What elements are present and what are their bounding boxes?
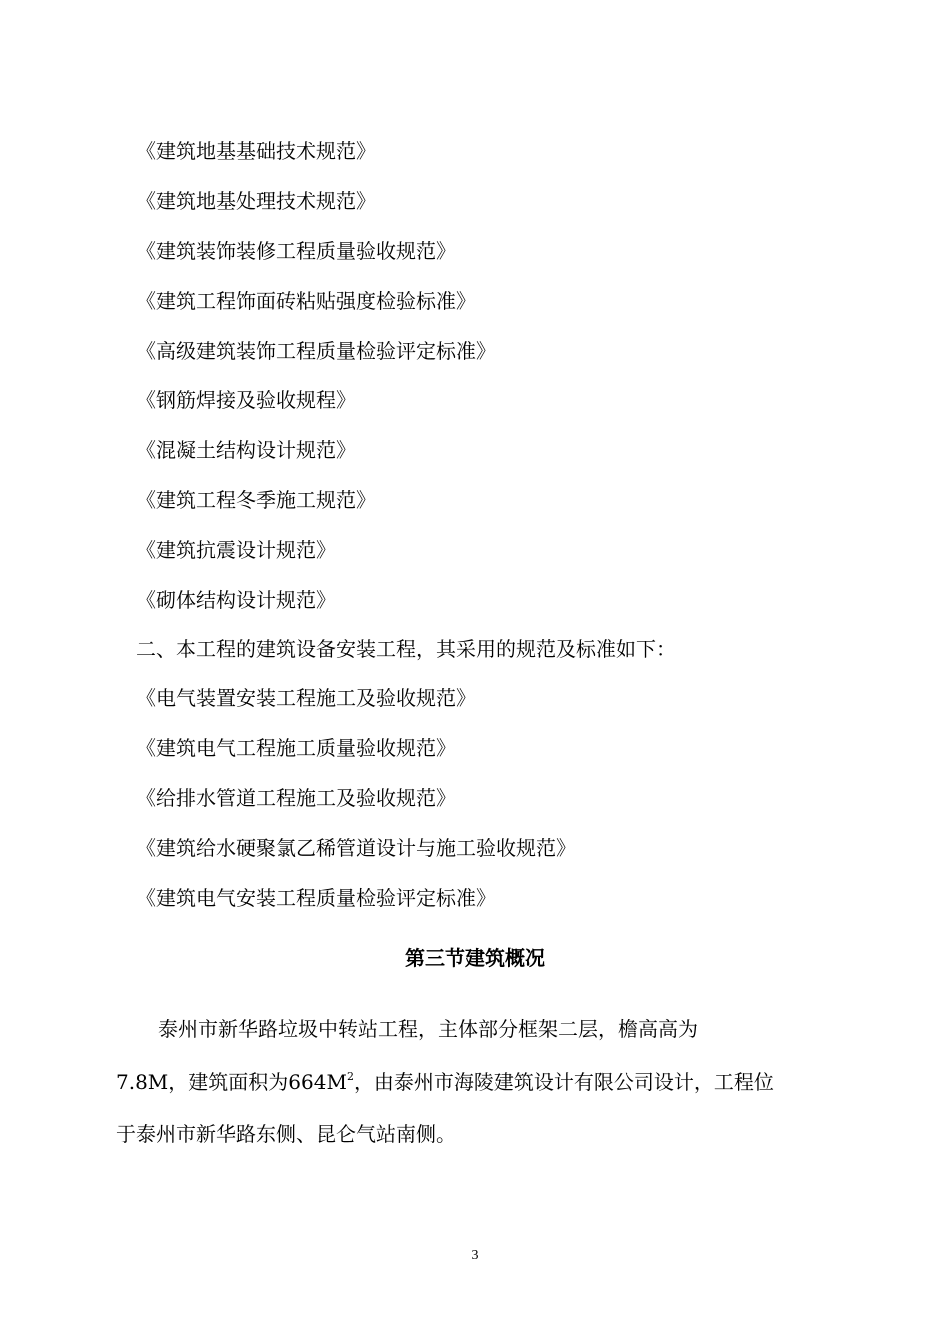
standard-item: 《电气装置安装工程施工及验收规范》 [136, 686, 476, 710]
overview-line-2-a: 7.8M，建筑面积为664M [116, 1070, 347, 1094]
standard-item: 《建筑给水硬聚氯乙稀管道设计与施工验收规范》 [136, 836, 576, 860]
overview-line-2 [116, 1070, 836, 1094]
standard-item: 《混凝土结构设计规范》 [136, 438, 356, 462]
section-heading: 第三节建筑概况 [405, 946, 545, 970]
superscript-2: 2 [346, 1070, 354, 1083]
standard-item: 《砌体结构设计规范》 [136, 588, 336, 612]
overview-line-1: 泰州市新华路垃圾中转站工程，主体部分框架二层，檐高高为 [158, 1017, 698, 1041]
section-two-intro: 二、本工程的建筑设备安装工程，其采用的规范及标准如下： [136, 637, 676, 661]
standard-item: 《建筑电气安装工程质量检验评定标准》 [136, 886, 496, 910]
standard-item: 《建筑抗震设计规范》 [136, 538, 336, 562]
standard-item: 《建筑工程饰面砖粘贴强度检验标准》 [136, 289, 476, 313]
standard-item: 《建筑装饰装修工程质量验收规范》 [136, 239, 456, 263]
page-number: 3 [471, 1248, 479, 1263]
overview-line-3: 于泰州市新华路东侧、昆仑气站南侧。 [116, 1122, 456, 1146]
standard-item: 《建筑地基处理技术规范》 [136, 189, 376, 213]
standard-item: 《钢筋焊接及验收规程》 [136, 388, 356, 412]
standard-item: 《建筑地基基础技术规范》 [136, 139, 376, 163]
standard-item: 《高级建筑装饰工程质量检验评定标准》 [136, 339, 496, 363]
overview-line-2-b: ，由泰州市海陵建筑设计有限公司设计，工程位 [353, 1070, 774, 1094]
standard-item: 《给排水管道工程施工及验收规范》 [136, 786, 456, 810]
standard-item: 《建筑工程冬季施工规范》 [136, 488, 376, 512]
standard-item: 《建筑电气工程施工质量验收规范》 [136, 736, 456, 760]
